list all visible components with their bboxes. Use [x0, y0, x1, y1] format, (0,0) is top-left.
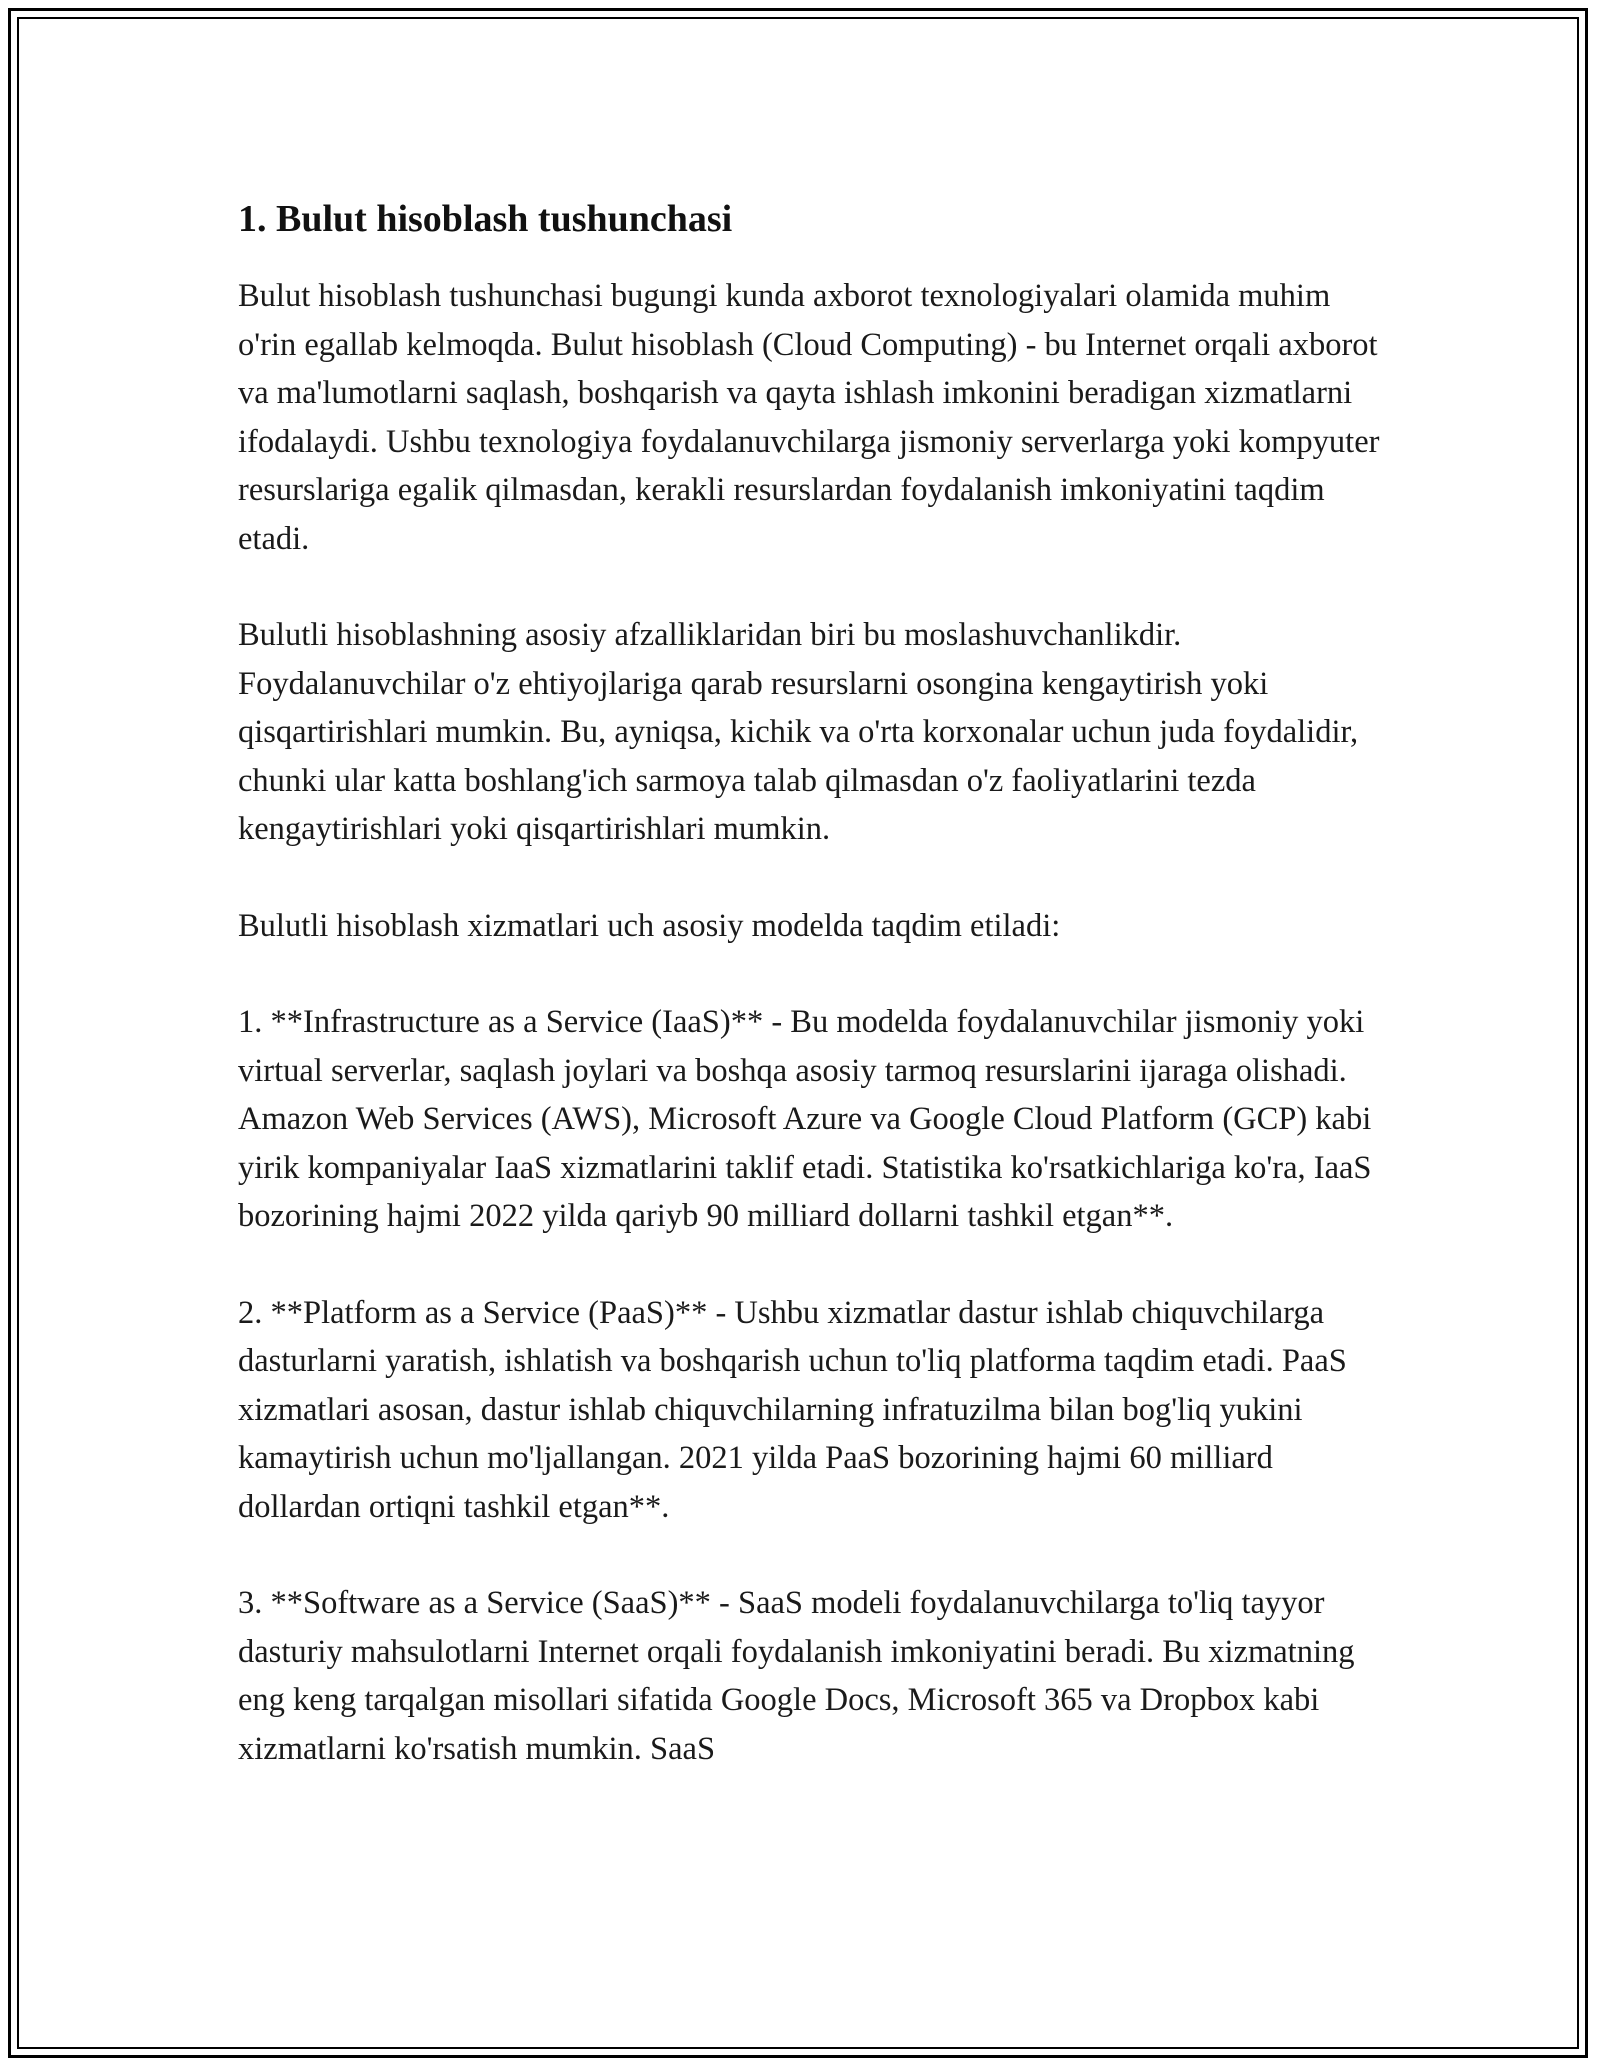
paragraph-paas: 2. **Platform as a Service (PaaS)** - Ushbu xizmatlar dastur ishlab chiquvchilarga dasturlarni yaratish, ishlatish va boshqarish uchun to'liq platforma taqdim etadi. PaaS xizmatlari asosan, dastur ishlab chiquvchilarning infratuzilma bilan bog'liq yukini kamaytirish uchun mo'ljallangan. 2021 yilda PaaS bozorining hajmi 60 milliard dollardan ortiqni tashkil etgan**. — [238, 1294, 1347, 1525]
paragraph-saas: 3. **Software as a Service (SaaS)** - SaaS modeli foydalanuvchilarga to'liq tayyor dasturiy mahsulotlarni Internet orqali foydalanish imkoniyatini beradi. Bu xizmatning eng keng tarqalgan misollari sifatida Google Docs, Microsoft 365 va Dropbox kabi xizmatlarni ko'rsatish mumkin. SaaS — [238, 1585, 1355, 1767]
paragraph-advantages: Bulutli hisoblashning asosiy afzalliklaridan biri bu moslashuvchanlikdir. Foydalanuvchilar o'z ehtiyojlariga qarab resurslarni osongina kengaytirish yoki qisqartirishlari mumkin. Bu, ayniqsa, kichik va o'rta korxonalar uchun juda foydalidir, chunki ular katta boshlang'ich sarmoya talab qilmasdan o'z faoliyatlarini tezda kengaytirishlari yoki qisqartirishlari mumkin. — [238, 617, 1359, 847]
paragraph-iaas: 1. **Infrastructure as a Service (IaaS)** - Bu modelda foydalanuvchilar jismoniy yoki virtual serverlar, saqlash joylari va boshqa asosiy tarmoq resurslarini ijaraga olishadi. Amazon Web Services (AWS), Microsoft Azure va Google Cloud Platform (GCP) kabi yirik kompaniyalar IaaS xizmatlarini taklif etadi. Statistika ko'rsatkichlariga ko'ra, IaaS bozorining hajmi 2022 yilda qariyb 90 milliard dollarni tashkil etgan**. — [238, 1004, 1372, 1234]
document-body — [238, 196, 1388, 1773]
paragraph-models-intro: Bulutli hisoblash xizmatlari uch asosiy modelda taqdim etiladi: — [238, 907, 1061, 944]
paragraph-intro: Bulut hisoblash tushunchasi bugungi kunda axborot texnologiyalari olamida muhim o'rin egallab kelmoqda. Bulut hisoblash (Cloud Computing) - bu Internet orqali axborot va ma'lumotlarni saqlash, boshqarish va qayta ishlash imkonini beradigan xizmatlarni ifodalaydi. Ushbu texnologiya foydalanuvchilarga jismoniy serverlarga yoki kompyuter resurslariga egalik qilmasdan, kerakli resurslardan foydalanish imkoniyatini taqdim etadi. — [238, 278, 1380, 557]
document-page — [8, 8, 1588, 2058]
section-heading: 1. Bulut hisoblash tushunchasi — [238, 198, 733, 240]
